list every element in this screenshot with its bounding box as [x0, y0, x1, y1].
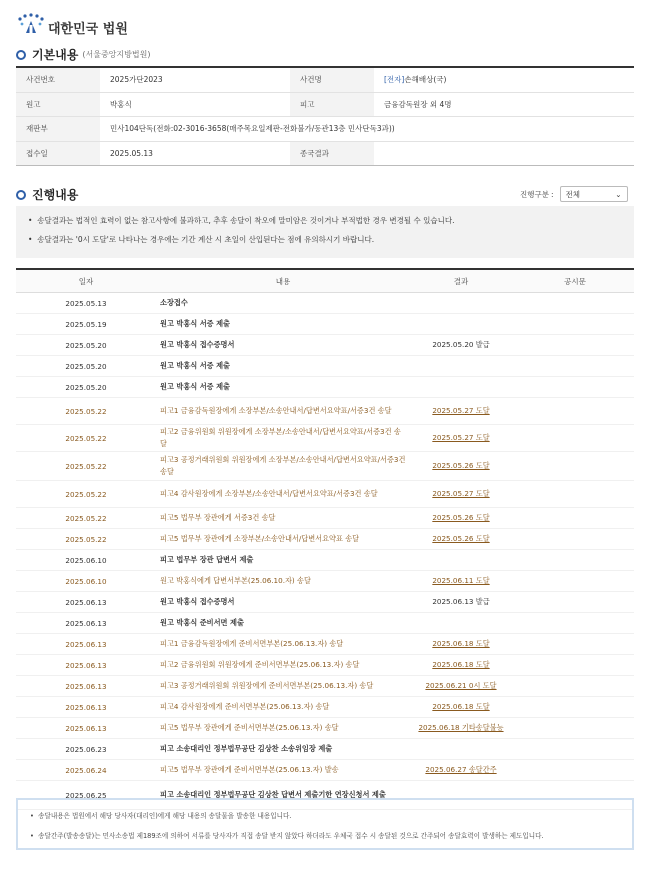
basic-section-header [16, 46, 150, 63]
row-content: 원고 박홍식 서증 제출 [160, 382, 230, 391]
value-division: 민사104단독(전화:02-3016-3658(매주목요일제판-전화불가/동관13층 민사단독3과)) [110, 124, 395, 134]
row-result-cell [406, 576, 516, 586]
row-date: 2025.05.22 [65, 461, 107, 471]
case-info-table [16, 66, 634, 166]
row-result-cell [406, 489, 516, 499]
label-plaintiff: 원고 [16, 93, 100, 117]
row-date: 2025.05.20 [65, 340, 107, 350]
table-row [16, 356, 634, 377]
table-row [16, 452, 634, 481]
row-date: 2025.05.20 [65, 361, 107, 371]
table-row [16, 571, 634, 592]
table-row [16, 425, 634, 452]
row-content: 원고 박홍식 접수증명서 [160, 597, 235, 606]
label-received-date: 접수일 [16, 142, 100, 166]
table-row [16, 718, 634, 739]
row-content: 피고5 법무부 장관에게 준비서면부본(25.06.13.자) 송달 [160, 723, 339, 732]
row-result-cell [406, 723, 516, 733]
row-date: 2025.05.22 [65, 433, 107, 443]
info-row-parties [16, 93, 634, 118]
table-row [16, 613, 634, 634]
row-content: 피고 소송대리인 정부법무공단 김상찬 답변서 제출기한 연장신청서 제출 [160, 790, 386, 799]
row-content: 원고 박홍식 준비서면 제출 [160, 618, 244, 627]
chevron-down-icon: ⌄ [615, 189, 622, 199]
info-row-case-number [16, 68, 634, 93]
row-content: 피고3 공정거래위원회 위원장에게 소장부본/소송안내서/답변서요약표/서증3건 송달 [160, 455, 406, 476]
row-content: 피고3 공정거래위원회 위원장에게 준비서면부본(25.06.13.자) 송달 [160, 681, 374, 690]
col-content: 내용 [275, 276, 291, 286]
court-name: (서울중앙지방법원) [82, 50, 151, 59]
row-result-cell [406, 340, 516, 350]
row-result-link[interactable]: 2025.06.11 도달 [432, 576, 490, 585]
label-division: 재판부 [16, 117, 100, 141]
row-result-cell [406, 461, 516, 471]
filter-selected-value: 전체 [565, 189, 581, 199]
court-logo-icon [16, 13, 46, 35]
notice-box [16, 206, 634, 258]
table-row [16, 314, 634, 335]
info-row-received [16, 142, 634, 167]
row-date: 2025.05.19 [65, 319, 107, 329]
row-date: 2025.06.13 [65, 597, 107, 607]
row-content: 피고1 금융감독원장에게 소장부본/소송안내서/답변서요약표/서증3건 송달 [160, 406, 392, 415]
brand-title: 대한민국 법원 [48, 22, 128, 37]
table-row [16, 293, 634, 314]
row-result-cell [406, 765, 516, 775]
row-date: 2025.06.10 [65, 576, 107, 586]
row-date: 2025.06.13 [65, 723, 107, 733]
row-result-link[interactable]: 2025.05.27 도달 [432, 433, 490, 442]
row-date: 2025.05.22 [65, 406, 107, 416]
table-row [16, 529, 634, 550]
value-case-number: 2025가단2023 [110, 75, 163, 85]
row-content: 원고 박홍식 접수증명서 [160, 340, 235, 349]
row-content: 피고4 감사원장에게 소장부본/소송안내서/답변서요약표/서증3건 송달 [160, 489, 378, 498]
col-public-notice: 공시문 [564, 276, 586, 286]
table-row [16, 377, 634, 398]
row-date: 2025.06.10 [65, 555, 107, 565]
notice-item: • 송달결과는 '0시 도달'로 나타나는 경우에는 기간 계산 시 초일이 산입된다는 점에 유의하시기 바랍니다. [28, 235, 375, 244]
row-content: 피고2 금융위원회 위원장에게 준비서면부본(25.06.13.자) 송달 [160, 660, 360, 669]
table-row [16, 508, 634, 529]
row-date: 2025.06.24 [65, 765, 107, 775]
row-result-link[interactable]: 2025.06.18 도달 [432, 660, 490, 669]
row-date: 2025.05.13 [65, 298, 107, 308]
row-date: 2025.05.22 [65, 489, 107, 499]
top-bar [0, 0, 650, 40]
footnote-item: • 송달간주(발송송달)는 민사소송법 제189조에 의하여 서류를 당사자가 직접 송달 받지 않았다 하더라도 우체국 접수 시 송달된 것으로 간주되어 송달효력이 발생하는 제도입니다. [30, 832, 544, 840]
row-result-cell [406, 534, 516, 544]
row-content: 소장접수 [160, 298, 188, 307]
row-result-cell [406, 597, 516, 607]
progress-table-body [16, 293, 634, 810]
case-name-text: 손해배상(국) [404, 75, 447, 85]
table-row [16, 760, 634, 781]
progress-section-title: 진행내용 [32, 188, 79, 202]
filter-select[interactable] [560, 186, 628, 202]
progress-filter: 진행구분 : 전체 ⌄ [520, 186, 628, 202]
value-plaintiff: 박홍식 [110, 99, 132, 109]
row-date: 2025.06.13 [65, 618, 107, 628]
row-content: 피고5 법무부 장관에게 서증3건 송달 [160, 513, 276, 522]
progress-table [16, 268, 634, 810]
row-date: 2025.06.23 [65, 744, 107, 754]
table-row [16, 550, 634, 571]
row-content: 피고2 금융위원회 위원장에게 소장부본/소송안내서/답변서요약표/서증3건 송달 [160, 427, 401, 448]
row-result: 2025.06.13 발급 [432, 597, 490, 606]
filter-label: 진행구분 [520, 189, 549, 199]
value-case-name [374, 74, 634, 85]
table-row [16, 655, 634, 676]
row-date: 2025.06.13 [65, 639, 107, 649]
table-row [16, 697, 634, 718]
table-row [16, 592, 634, 613]
row-date: 2025.05.20 [65, 382, 107, 392]
row-content: 원고 박홍식 서증 제출 [160, 319, 230, 328]
row-result-cell [406, 513, 516, 523]
col-date: 일자 [78, 276, 94, 286]
footnote-box [16, 798, 634, 850]
row-content: 피고5 법무부 장관에게 준비서면부본(25.06.13.자) 발송 [160, 765, 339, 774]
value-received-date: 2025.05.13 [110, 148, 153, 158]
row-date: 2025.06.13 [65, 702, 107, 712]
progress-table-header [16, 270, 634, 293]
info-row-division [16, 117, 634, 142]
table-row [16, 676, 634, 697]
row-result-link[interactable]: 2025.06.18 도달 [432, 639, 490, 648]
table-row [16, 481, 634, 508]
row-date: 2025.06.25 [65, 790, 107, 800]
row-content: 피고 소송대리인 정부법무공단 김상찬 소송위임장 제출 [160, 744, 333, 753]
label-case-name: 사건명 [290, 68, 374, 92]
row-result-cell [406, 660, 516, 670]
row-content: 원고 박홍식에게 답변서부본(25.06.10.자) 송달 [160, 576, 311, 585]
table-row [16, 335, 634, 356]
table-row [16, 634, 634, 655]
value-defendant: 금융감독원장 외 4명 [384, 99, 452, 109]
table-row [16, 398, 634, 425]
row-result-link[interactable]: 2025.05.26 도달 [432, 513, 490, 522]
table-row [16, 739, 634, 760]
row-date: 2025.06.13 [65, 681, 107, 691]
row-content: 피고4 감사원장에게 준비서면부본(25.06.13.자) 송달 [160, 702, 330, 711]
row-result-link[interactable]: 2025.06.21 0시 도달 [425, 681, 497, 690]
row-result-link[interactable]: 2025.05.26 도달 [432, 461, 490, 470]
row-result-link[interactable]: 2025.06.27 송달간주 [425, 765, 497, 774]
section-bullet-icon [16, 50, 26, 60]
row-date: 2025.06.13 [65, 660, 107, 670]
row-content: 원고 박홍식 서증 제출 [160, 361, 230, 370]
label-final-result: 종국결과 [290, 142, 374, 166]
row-date: 2025.05.22 [65, 513, 107, 523]
col-result: 결과 [453, 276, 469, 286]
section-bullet-icon [16, 190, 26, 200]
row-result-link[interactable]: 2025.05.27 도달 [432, 406, 490, 415]
row-result-link[interactable]: 2025.05.26 도달 [432, 534, 490, 543]
row-content: 피고5 법무부 장관에게 소장부본/소송안내서/답변서요약표 송달 [160, 534, 360, 543]
row-result-link[interactable]: 2025.05.27 도달 [432, 489, 490, 498]
row-result-link[interactable]: 2025.06.18 기타송달불능 [418, 723, 504, 732]
basic-section-title: 기본내용 [32, 48, 79, 62]
row-result-cell [406, 681, 516, 691]
label-defendant: 피고 [290, 93, 374, 117]
row-result-link[interactable]: 2025.06.18 도달 [432, 702, 490, 711]
row-content: 피고 법무부 장관 답변서 제출 [160, 555, 254, 564]
notice-item: • 송달결과는 법적인 효력이 없는 참고사항에 불과하고, 추후 송달이 착오에 말미암은 것이거나 부적법한 경우 변경될 수 있습니다. [28, 216, 455, 225]
label-case-number: 사건번호 [16, 68, 100, 92]
row-result-cell [406, 702, 516, 712]
row-content: 피고1 금융감독원장에게 준비서면부본(25.06.13.자) 송달 [160, 639, 344, 648]
row-result-cell [406, 639, 516, 649]
row-result-cell [406, 433, 516, 443]
row-date: 2025.05.22 [65, 534, 107, 544]
row-result-cell [406, 406, 516, 416]
row-result: 2025.05.20 발급 [432, 340, 490, 349]
progress-section-header [16, 186, 78, 203]
footnote-item: • 송달내용은 법원에서 해당 당사자(대리인)에게 해당 내용의 송달물을 발송한 내용입니다. [30, 812, 292, 820]
electronic-tag: [전자] [384, 75, 405, 85]
